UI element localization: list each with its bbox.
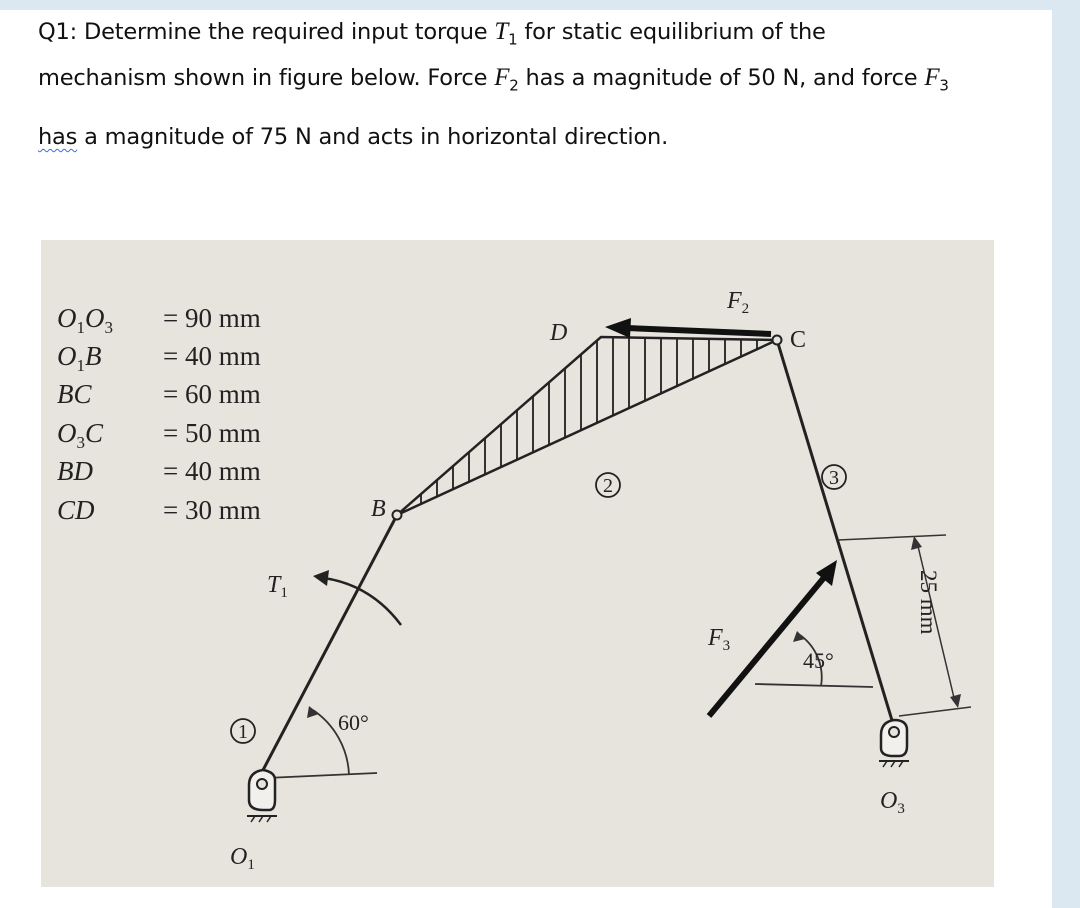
ground-label-o3-sub: 3 — [897, 801, 905, 817]
torque-label-t1-sub: 1 — [280, 585, 288, 601]
svg-text:O1B: $O_1B$ — [57, 341, 102, 375]
coupler-link — [397, 337, 777, 515]
crank-link — [262, 515, 397, 772]
spellcheck-word: has — [38, 124, 78, 150]
angle-label-60: 60° — [338, 710, 369, 735]
torque-arc — [324, 578, 401, 625]
question-text: has a magnitude of 50 N, and force — [518, 65, 925, 91]
svg-text:= 60 mm: = 60 mm — [163, 379, 261, 409]
question-text: mechanism shown in figure below. Force — [38, 65, 495, 91]
svg-text:BD: BD — [57, 456, 93, 486]
point-label-b: B — [371, 496, 386, 522]
dimension-extension — [838, 535, 946, 540]
force-label-f3: F — [708, 625, 723, 651]
svg-text:O3C: $O_3C$ — [57, 418, 104, 452]
link-number-2-text: 2 — [603, 475, 613, 497]
ground-pivot-o3 — [879, 720, 909, 767]
coupler-hatching — [421, 320, 773, 540]
dimension-label-25mm: 25 mm — [916, 570, 941, 635]
joint-c — [773, 336, 782, 345]
force-subscript: 3 — [939, 76, 949, 95]
svg-text:CD: CD — [57, 495, 95, 525]
torque-subscript: 1 — [508, 30, 518, 49]
ground-label-o1-sub: 1 — [247, 857, 255, 873]
force-label-f3-sub: 3 — [722, 638, 731, 654]
point-label-d: D — [550, 320, 568, 346]
rocker-link — [777, 340, 894, 727]
svg-text:O1O3: $O_1O_3$ — [57, 303, 113, 337]
svg-text:BC: BC — [57, 379, 92, 409]
question-text: a magnitude of 75 N and acts in horizontal direction. — [77, 124, 669, 150]
ground-pivot-o1 — [247, 770, 277, 822]
joint-b — [393, 511, 402, 520]
ground-label-o3: O — [880, 788, 898, 814]
svg-text:F3 — [707, 625, 730, 654]
torque-label-t1: T — [267, 572, 281, 598]
angle-label-45: 45° — [803, 648, 834, 673]
svg-text:= 50 mm: = 50 mm — [163, 418, 261, 448]
force-label-f2: F — [727, 288, 742, 314]
svg-text:T1 — [267, 572, 288, 601]
mechanism-drawing — [41, 240, 994, 887]
question-line-3 — [38, 124, 668, 150]
svg-text:= 90 mm: = 90 mm — [163, 303, 261, 333]
force-f2-arrow — [626, 328, 771, 334]
svg-text:O3 — [880, 788, 905, 817]
svg-text:O1 — [230, 844, 255, 873]
question-line-1 — [38, 18, 826, 49]
reference-line-45 — [755, 684, 873, 687]
question-line-2 — [38, 64, 949, 95]
svg-text:= 30 mm: = 30 mm — [163, 495, 261, 525]
question-text: Q1: Determine the required input torque — [38, 19, 495, 45]
question-text: for static equilibrium of the — [524, 19, 826, 45]
mechanism-figure — [41, 240, 994, 887]
svg-text:F2 — [726, 288, 749, 317]
svg-text:= 40 mm: = 40 mm — [163, 341, 261, 371]
force-label-f2-sub: 2 — [741, 301, 750, 317]
dimension-extension — [899, 707, 971, 716]
link-number-1-text: 1 — [238, 721, 248, 743]
force-symbol: F — [494, 64, 510, 91]
ground-label-o1: O — [230, 844, 248, 870]
link-number-3-text: 3 — [829, 467, 839, 489]
point-label-c: C — [790, 327, 807, 353]
force-symbol: F — [924, 64, 940, 91]
torque-symbol: T — [494, 18, 509, 45]
dimension-list — [57, 303, 261, 525]
svg-text:= 40 mm: = 40 mm — [163, 456, 261, 486]
reference-line-60 — [266, 773, 377, 778]
force-subscript: 2 — [509, 76, 519, 95]
